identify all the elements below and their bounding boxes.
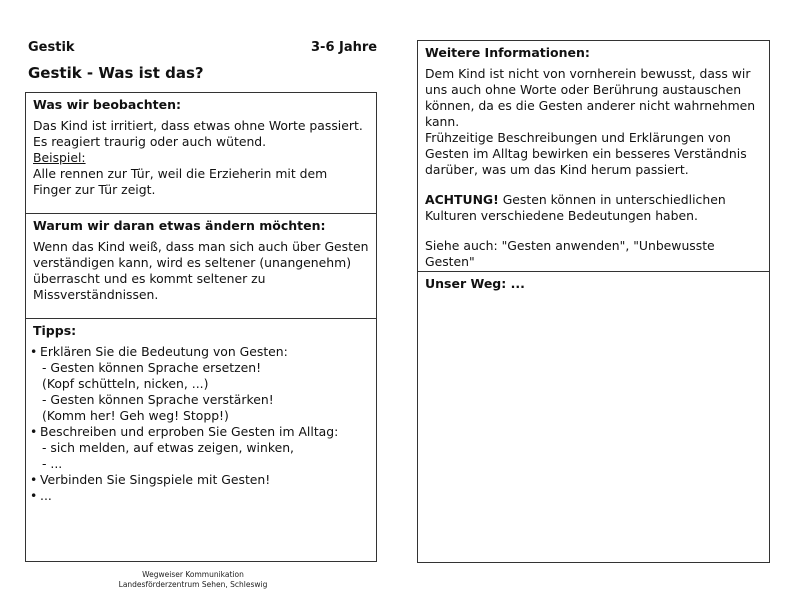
footer-line: Wegweiser Kommunikation xyxy=(142,570,244,579)
info-line: darüber, was um das Kind herum passiert. xyxy=(425,162,689,177)
page-title: Gestik - Was ist das? xyxy=(28,64,204,82)
observe-text xyxy=(33,118,370,198)
tip-text: Beschreiben und erproben Sie Gesten im Alltag: xyxy=(40,424,339,439)
tip-subtext: - Gesten können Sprache ersetzen! xyxy=(42,360,262,375)
info-section xyxy=(418,41,769,271)
info-line: Frühzeitige Beschreibungen und Erklärungen von xyxy=(425,130,731,145)
tip-subtext: (Kopf schütteln, nicken, ...) xyxy=(42,376,209,391)
why-line: Wenn das Kind weiß, dass man sich auch über Gesten xyxy=(33,239,369,254)
way-title: Unser Weg: ... xyxy=(425,276,525,291)
tips-list xyxy=(30,344,376,504)
why-text xyxy=(33,239,370,303)
age-range: 3-6 Jahre xyxy=(311,40,378,55)
bullet-icon: • xyxy=(30,472,38,487)
tip-subtext: - Gesten können Sprache verstärken! xyxy=(42,392,274,407)
why-line: Missverständnissen. xyxy=(33,287,159,302)
bullet-icon: • xyxy=(30,488,38,503)
attention-label: ACHTUNG! xyxy=(425,192,499,207)
list-item xyxy=(30,424,376,472)
info-line: uns auch ohne Worte oder Berührung austauschen xyxy=(425,82,742,97)
attention-text: Gesten können in unterschiedlichen xyxy=(498,192,726,207)
list-item xyxy=(30,488,376,504)
why-section xyxy=(26,213,376,318)
bullet-icon: • xyxy=(30,344,38,359)
info-title: Weitere Informationen: xyxy=(425,45,590,60)
observe-section xyxy=(26,93,376,213)
info-line: Dem Kind ist nicht von vornherein bewusst, dass wir xyxy=(425,66,751,81)
tips-section xyxy=(26,318,376,562)
way-section xyxy=(418,271,769,563)
tips-title: Tipps: xyxy=(33,323,77,338)
list-item xyxy=(30,344,376,424)
attention-line xyxy=(425,192,763,208)
observe-line: Alle rennen zur Tür, weil die Erzieherin mit dem xyxy=(33,166,328,181)
observe-line: Das Kind ist irritiert, dass etwas ohne Worte passiert. xyxy=(33,118,363,133)
info-line: können, da es die Gesten anderer nicht wahrnehmen xyxy=(425,98,756,113)
bullet-icon: • xyxy=(30,424,38,439)
observe-line: Finger zur Tür zeigt. xyxy=(33,182,156,197)
tip-text: Verbinden Sie Singspiele mit Gesten! xyxy=(40,472,271,487)
info-line: Kulturen verschiedene Bedeutungen haben. xyxy=(425,208,698,223)
tip-text: Erklären Sie die Bedeutung von Gesten: xyxy=(40,344,288,359)
info-line: Gesten im Alltag bewirken ein besseres Verständnis xyxy=(425,146,747,161)
see-also-line: Siehe auch: "Gesten anwenden", "Unbewusste xyxy=(425,238,715,253)
why-line: verständigen kann, wird es seltener (unangenehm) xyxy=(33,255,352,270)
why-line: überrascht und es kommt seltener zu xyxy=(33,271,266,286)
footer-line: Landesförderzentrum Sehen, Schleswig xyxy=(118,580,268,589)
info-text xyxy=(425,66,763,270)
observe-line: Es reagiert traurig oder auch wütend. xyxy=(33,134,267,149)
example-label: Beispiel: xyxy=(33,150,86,165)
see-also-line: Gesten" xyxy=(425,254,475,269)
tip-subtext: - sich melden, auf etwas zeigen, winken, xyxy=(42,440,294,455)
footer xyxy=(100,570,286,590)
left-panel xyxy=(25,92,377,562)
category-label: Gestik xyxy=(28,40,75,55)
why-title: Warum wir daran etwas ändern möchten: xyxy=(33,218,326,233)
tip-subtext: - ... xyxy=(42,456,63,471)
list-item xyxy=(30,472,376,488)
info-line: kann. xyxy=(425,114,460,129)
observe-title: Was wir beobachten: xyxy=(33,97,181,112)
tip-text: ... xyxy=(40,488,52,503)
right-panel xyxy=(417,40,770,563)
tip-subtext: (Komm her! Geh weg! Stopp!) xyxy=(42,408,229,423)
